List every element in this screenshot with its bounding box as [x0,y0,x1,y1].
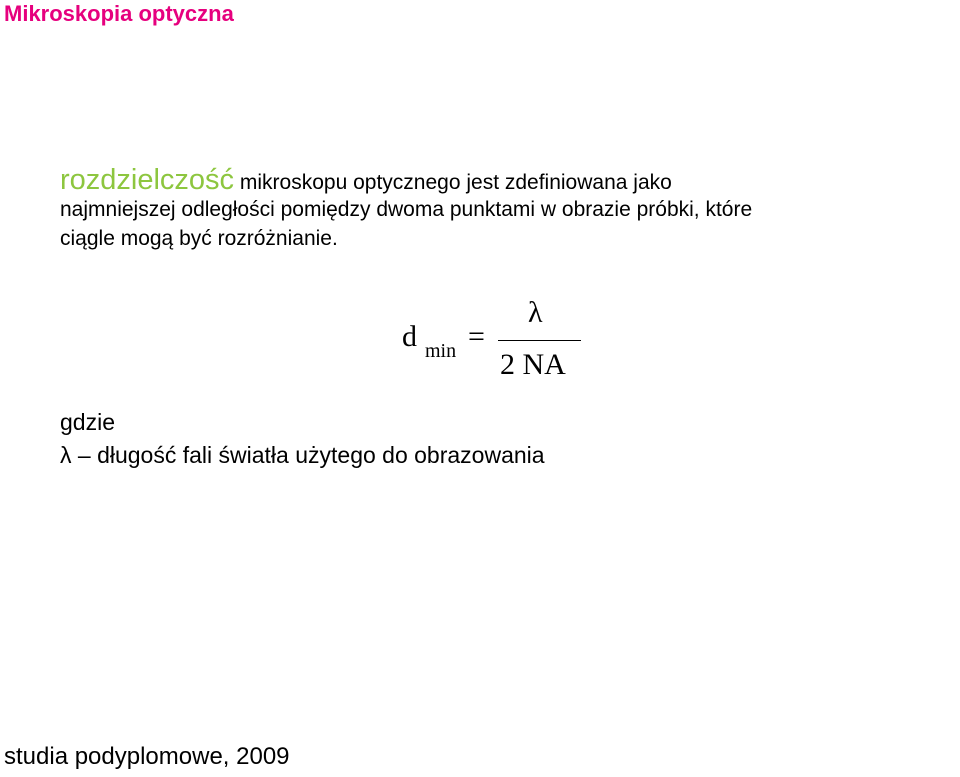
formula-numerator: λ [528,296,543,329]
definition-line-3: ciągle mogą być rozróżnianie. [60,227,338,250]
legend-lambda: λ – długość fali światła użytego do obrazowania [60,442,545,468]
definition-paragraph [60,166,960,253]
formula-equals: = [468,320,485,353]
formula-denominator: 2 NA [500,348,566,381]
formula-legend [60,406,545,472]
definition-line-1 [60,166,960,195]
page-title: Mikroskopia optyczna [4,1,234,26]
definition-line-1-text: mikroskopu optycznego jest zdefiniowana jako [234,171,672,194]
formula-subscript: min [425,340,457,362]
definition-term: rozdzielczość [60,164,235,196]
definition-line-2: najmniejszej odległości pomiędzy dwoma punktami w obrazie próbki, które [60,198,753,221]
formula-lhs: d [402,320,417,353]
resolution-formula [400,296,590,386]
footer-text: studia podyplomowe, 2009 [4,743,290,770]
fraction-bar [498,340,581,341]
legend-heading: gdzie [60,409,115,435]
